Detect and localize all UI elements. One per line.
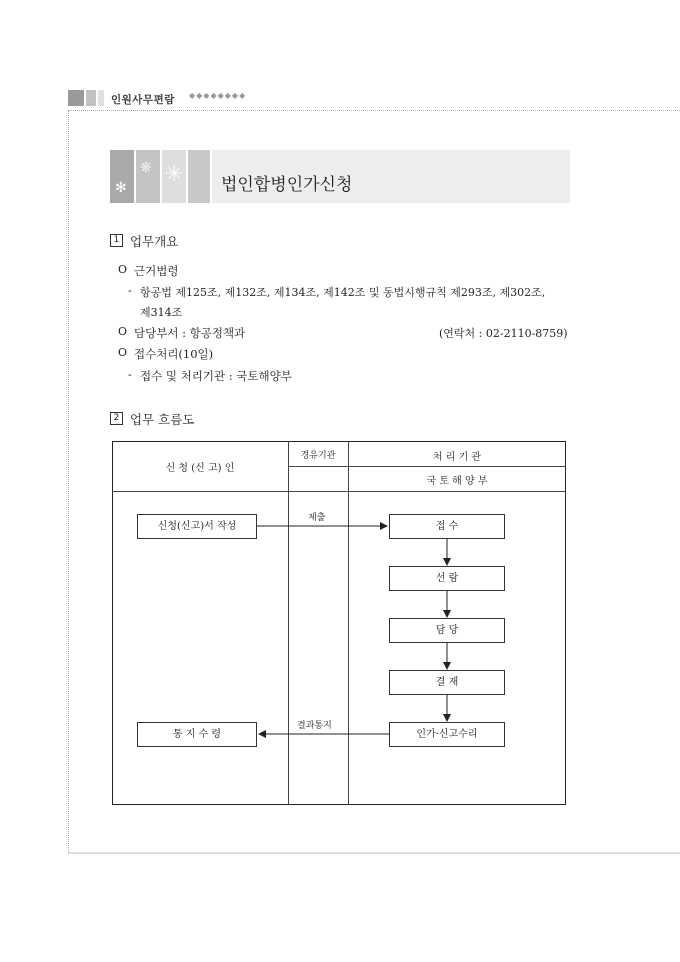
list-bullet: O [118,263,128,276]
page-title: 법인합병인가신청 [221,175,353,195]
column-header-via: 경유기관 [300,451,336,461]
header-dots: ◆◆◆◆◆◆◆◆ [189,91,247,100]
flow-box-approval: 결 재 [389,670,505,695]
page-border-bottom [68,852,680,854]
list-bullet: - [128,284,132,297]
flow-arrows [112,491,566,805]
list-item: 근거법령 [134,264,179,278]
list-item: 담당부서 : 항공정책과 [134,326,246,340]
column-subheader-ministry: 국 토 해 양 부 [426,476,488,487]
header-section-title: 인원사무편람 [111,94,175,106]
list-item: 접수처리(10일) [134,347,214,361]
flow-box-assignment: 담 당 [389,618,505,643]
banner-tile [136,150,160,203]
list-item: 항공법 제125조, 제132조, 제134조, 제142조 및 동법시행규칙 제293조, 제302조, [140,286,546,299]
flow-box-review: 선 람 [389,566,505,591]
list-item: 접수 및 처리기관 : 국토해양부 [140,369,292,383]
flow-box-application: 신청(신고)서 작성 [137,514,257,539]
banner-tile [188,150,210,203]
header-block [86,90,96,106]
section-number: 1 [110,234,123,247]
section-number: 2 [110,412,123,425]
flow-box-receipt: 접 수 [389,514,505,539]
section-title: 업무 흐름도 [130,412,195,427]
arrow-label-submit: 제출 [308,513,326,523]
list-item: 제314조 [140,306,183,319]
arrow-label-result: 결과통지 [297,721,332,731]
flower-icon: ✻ [115,180,127,196]
page-border-top [68,110,680,111]
header-block [98,90,104,106]
list-bullet: O [118,325,128,338]
header-block [68,90,84,106]
column-header-applicant: 신 청 (신 고) 인 [165,463,235,474]
flowchart-divider [288,466,566,467]
flow-box-acceptance: 인가·신고수리 [389,722,505,747]
banner-tile [162,150,186,203]
list-bullet: - [128,368,132,381]
section-title: 업무개요 [130,234,179,249]
page-border-left [68,110,69,854]
contact-info: (연락처 : 02-2110-8759) [439,327,568,340]
column-header-processor: 처 리 기 관 [432,452,482,463]
flower-icon: ✳ [165,162,184,187]
list-bullet: O [118,346,128,359]
banner-tile [110,150,134,203]
flow-box-notice-receipt: 통 지 수 령 [137,722,257,747]
flower-icon: ❋ [140,160,152,176]
